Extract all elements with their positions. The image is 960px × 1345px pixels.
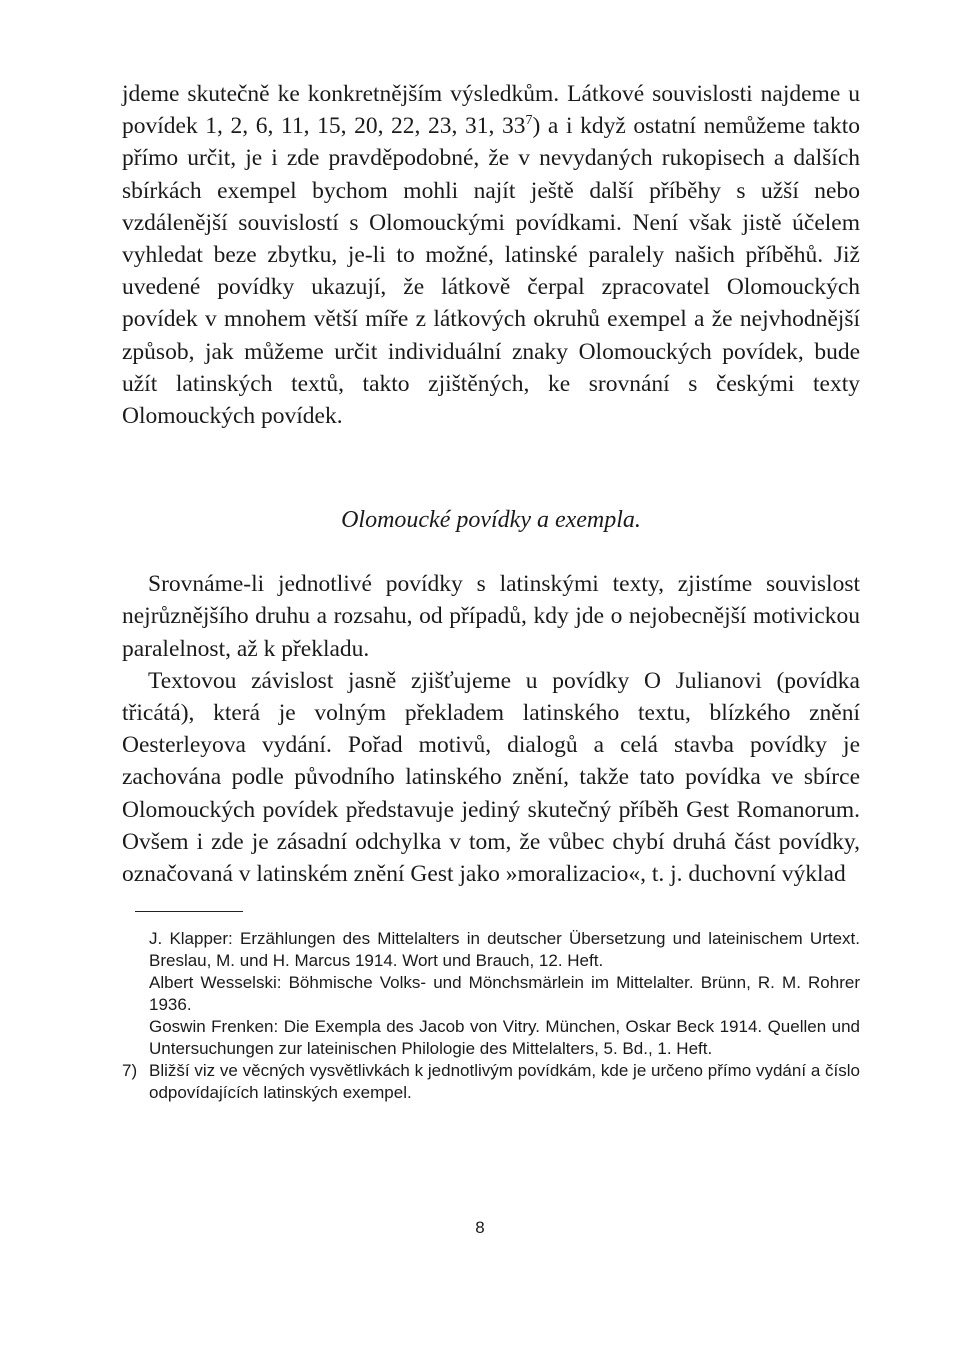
paragraph-3: Textovou závislost jasně zjišťujeme u povídky O Julianovi (povídka třicátá), která je volným překladem latinského textu, blízkého znění Oesterleyova vydání. Pořad motivů, dialogů a celá stavba povídky je zachována podle původního latinského znění, takže tato povídka ve sbírce Olomouckých povídek představuje jediný skutečný příběh Gest Romanorum. Ovšem i zde je zásadní odchylka v tom, že vůbec chybí druhá část povídky, označovaná v latinském znění Gest jako »moralizacio«, t. j. duchovní výklad <box>122 667 860 888</box>
page-number: 8 <box>475 1218 485 1237</box>
page-content <box>122 78 860 1104</box>
paragraph-1-text-b: ) a i když ostatní nemůžeme takto přímo určit, je i zde pravděpodobné, že v nevydaných rukopisech a dalších sbírkách exempel bychom mohli najít ještě další příběhy s užší nebo vzdálenější souvislostí s Olomouckými povídkami. Není však jistě účelem vyhledat beze zbytku, je-li to možné, latinské paralely našich příběhů. Již uvedené povídky ukazují, že látkově čerpal zpracovatel Olomouckých povídek v mnohem větší míře z látkových okruhů exempel a že nejvhodnější způsob, jak můžeme určit individuální znaky Olomouckých povídek, bude užít latinských textů, takto zjištěných, ke srovnání s českými texty Olomouckých povídek. <box>122 113 860 430</box>
section-heading: Olomoucké povídky a exempla. <box>341 507 641 534</box>
paragraph-1-text-a: jdeme skutečně ke konkretnějším výsledkům. Látkové souvislosti najdeme u povídek 1, 2, 6, 11, 15, 20, 22, 23, 31, 33 <box>122 81 860 140</box>
footnote-wesselski: Albert Wesselski: Böhmische Volks- und Mönchsmärlein im Mittelalter. Brünn, R. M. Rohrer 1936. <box>149 973 860 1015</box>
footnote-7 <box>122 1060 860 1104</box>
paragraph-1 <box>122 78 860 432</box>
paragraph-2: Srovnáme-li jednotlivé povídky s latinskými texty, zjistíme souvislost nejrůznějšího druhu a rozsahu, od případů, kdy jde o nejobecnější motivickou paralelnost, až k překladu. <box>122 571 860 662</box>
footnote-7-text: Bližší viz ve věcných vysvětlivkách k jednotlivým povídkám, kde je určeno přímo vydání a číslo odpovídajících latinských exempel. <box>149 1061 860 1103</box>
footnote-ref-7: 7 <box>525 113 533 129</box>
footnote-7-mark: 7) <box>122 1061 138 1081</box>
footnote-divider <box>135 911 243 912</box>
footnotes <box>122 928 860 1104</box>
footnote-klapper: J. Klapper: Erzählungen des Mittelalters in deutscher Übersetzung und lateinischem Urtext. Breslau, M. und H. Marcus 1914. Wort und Brauch, 12. Heft. <box>149 929 860 971</box>
footnote-frenken: Goswin Frenken: Die Exempla des Jacob von Vitry. München, Oskar Beck 1914. Quellen und Untersuchungen zur lateinischen Philologie des Mittelalters, 5. Bd., 1. Heft. <box>149 1017 860 1059</box>
